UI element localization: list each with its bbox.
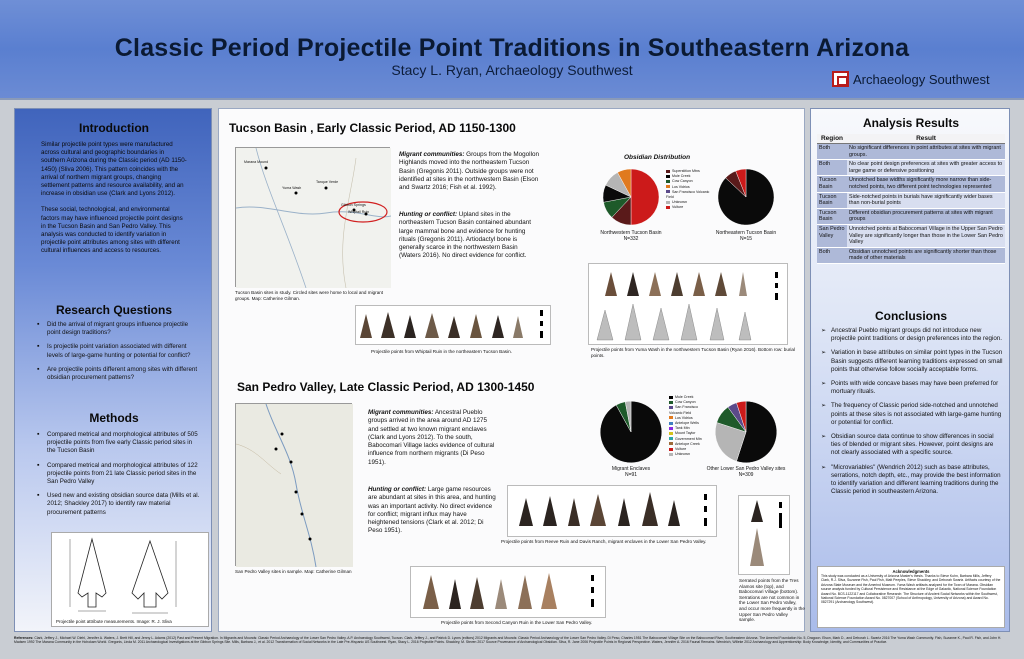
legend-item: Tank Mtn [669,426,709,431]
measurement-diagram [51,532,209,627]
sanpedro-migrant-text [368,409,496,467]
tucson-migrant-body: Groups from the Mogollon Highlands moved into the northeastern Tucson Basin (Gregonis 2011). Outside groups were not identified at sites in the northwestern Basin (Elson and Swartz 2016; Fish et al. 1992). [399,151,539,192]
analysis-results-title: Analysis Results [862,116,960,130]
introduction-text [41,141,189,256]
migrant-enclaves-pie-chart [598,399,664,465]
legend-item: Unknown [669,452,709,457]
point-measurement-drawing [52,533,208,617]
region-column-header: Region [817,134,847,144]
yuma-wash-caption: Projectile points from Yuma Wash in the northwestern Tucson Basin (Ryan 2016). Bottom row: burial points. [591,347,796,358]
projectile-points-row [508,486,718,538]
results-table-header [817,134,1005,144]
logo-text: Archaeology Southwest [853,71,990,87]
whiptail-caption: Projectile points from Whiptail Ruin in the northeastern Tucson Basin. [371,349,512,354]
table-row: Tucson Basin Different obsidian procurement patterns at sites with migrant groups [817,208,1005,224]
conclusion-item: ➢ Points with wide concave bases may have been preferred for mortuary rituals. [821,380,1003,396]
conclusion-item: ➢ Ancestral Pueblo migrant groups did not introduce new projectile point traditions or design preferences into the region. [821,327,1003,343]
conclusion-item: ➢ "Microvariables" (Wendrich 2012) such as base attributes, serrations, notch depth, etc., may provide the best information to identify variation and different learning traditions during the Classic period in southeastern Arizona. [821,464,1003,497]
conclusions-list [821,327,1003,502]
middle-column [218,108,805,632]
tucson-migrant-heading: Migrant communities: [399,151,465,158]
legend-item: Antelope Wells [669,421,709,426]
tucson-migrant-text [399,151,539,192]
map-label-whiptail: Whiptail Ruin [348,210,370,214]
legend-item: Mount Taylor [669,431,709,436]
acknowledgments-box [817,566,1005,628]
tucson-hunting-body: Upland sites in the northeastern Tucson Basin contained abundant large mammal bone and evidence for hunting rituals (Gregonis 2011). Artiodactyl bone is generally scarce in the northwestern Basin (Waters 2016). No direct evidence for conflict. [399,211,531,260]
map-label-gibbon-springs: Gibbon Springs [341,203,366,207]
measurement-caption: Projectile point attribute measurements. Image: R. J. Sliva [56,619,172,624]
sanpedro-hunting-heading: Hunting or conflict: [368,486,427,493]
map-label-yuma-wash: Yuma Wash [282,186,302,190]
map-label-tanque-verde: Tanque Verde [316,180,339,184]
sanpedro-pie-legend [669,395,709,457]
table-row: Both Obsidian unnotched points are significantly shorter than those made of other materials [817,247,1005,263]
san-pedro-map [235,403,352,566]
legend-item: Superstition Mtns [666,169,710,174]
sanpedro-hunting-body: Large game resources are abundant at sites in this area, and hunting was an important activity. No direct evidence for conflict; migrant influx may have heightened tensions (Clark et al. 2012; Di Peso 1951). [368,486,496,535]
tucson-ne-pie-label: Northeastern Tucson Basin N=15 [715,230,777,242]
table-row: Both No clear point design preferences at sites with greater access to large game or defensive positioning [817,160,1005,176]
legend-item: Cow Canyon [666,179,710,184]
references-text: Clark, Jeffery J., Michael W. Diehl, Jennifer A. Waters, J. Brett Hill, and Jenny L. Adams (2012) Past and Present Migration. In Migrants and Mounds: Classic Period Archaeology of the Lower San Pedro Valley. A.P. Archaeology Southwest, Tucson. Clark, Jeffery J., and Patrick D. Lyons (editors) 2012 Migrants and Mounds: Classic Period Archaeology of the Lower San Pedro Valley. Di Peso, Charles 1951 The Babocomari Village Site on the Babocomari River, Southeastern Arizona. The Amerind Foundation No. 5, Dragoon. Elson, Mark D., and Deborah L. Swartz 2016 The Yuma Wash Community. Fish, Suzanne K., Paul R. Fish, and John H. Madsen 1992 The Marana Community in the Hohokam World. Gregonis, Linda M. 2011 Archaeological Investigations at the Gibbon Springs Site. Mills, Barbara J., et al. 2012 Transformation of Social Networks in the Late Pre-Hispanic US Southwest. Ryan, Stacy L. 2016 Projectile Points. Shackley, M. Steven 2017 Source Provenance of Archaeological Obsidian. Sliva, R. Jane 2006 Projectile Points in Regional Perspective. Waters, Jennifer A. 2016 Faunal Remains. Wendrich, Willeke 2012 Archaeology and Apprenticeship: Body Knowledge, Identity, and Communities of Practice. [14,636,1002,645]
legend-item: Cow Canyon [669,400,709,405]
legend-item: Vulture [669,447,709,452]
reeve-davis-points-photo [507,485,717,537]
right-column [810,108,1010,632]
left-column [14,108,212,632]
references [14,636,1010,656]
introduction-paragraph-1: Similar projectile point types were manufactured across cultural and geographic boundaries in southern Arizona during the Classic period (AD 1150-1450) (Sliva 2006). This pattern coincides with the arrival of northern migrant groups, changing settlement patterns and resource availability, and an increase in obsidian use (Clark and Lyons 2012). [41,141,187,198]
tucson-obsidian-title: Obsidian Distribution [624,154,691,161]
acknowledgments-title: Acknowledgments [892,569,930,574]
research-questions-list [37,321,202,388]
conclusions-title: Conclusions [874,309,947,323]
poster-header [0,0,1024,100]
projectile-points-grid [589,264,789,346]
projectile-points-row [356,306,552,346]
sanpedro-migrant-body: Ancestral Pueblo groups arrived in the area around AD 1275 and settled at two known migrant enclaves (Clark and Lyons 2012). To the south, Babocomari Village lacks evidence of cultural influence from northern migrants (Di Peso 1951). [368,409,495,466]
second-canyon-caption: Projectile points from Second Canyon Ruin in the Lower San Pedro Valley. [441,620,593,625]
legend-item: Unknown [666,200,710,205]
map-label-marana: Marana Mound [244,160,269,164]
acknowledgments-text: This study was conducted as a University of Arizona Master's thesis. Thanks to Steve Kuhn, Barbara Mills, Jeffery Clark, R.J. Sliva, Suzanne Fish, Paul Fish, Matt Peeples, Steve Shackley, and Deborah Swartz. Artifacts courtesy of the Arizona State Museum and the Amerind Museum. Yuma Wash artifacts analyzed for the Town of Marana. Obsidian source analysis funded by Cultural Persistence and Resistance at the Edge of Galactic, National Science Foundation Award No. BCS-1122117 and Collaborative Research: The Structure of Ancient Social Networks within the Southwest, National Science Foundation Award No. 0827007 (School of Anthropology, University of Arizona) and Award No. 0827291 (Archaeology Southwest). [821,574,1001,605]
reeve-davis-caption: Projectile points from Reeve Ruin and Davis Ranch, migrant enclaves in the Lower San Pedro Valley. [501,539,707,544]
legend-item: Mule Creek [669,395,709,400]
methods-list [37,431,202,523]
yuma-wash-points-photo [588,263,788,345]
tucson-section-title: Tucson Basin , Early Classic Period, AD 1150-1300 [229,121,516,135]
introduction-title: Introduction [79,121,149,135]
methods-item: ▪ Used new and existing obsidian source data (Mills et al. 2012; Shackley 2017) to identify raw material procurement patterns [37,492,202,517]
research-question-item: ▪ Are projectile points different among sites with different obsidian procurement patterns? [37,366,202,382]
table-row: Tucson Basin Side-notched points in burials have significantly wider bases than non-burial points [817,192,1005,208]
tucson-hunting-heading: Hunting or conflict: [399,211,458,218]
legend-item: Los Vidrios [669,416,709,421]
table-row: San Pedro Valley Unnotched points at Babocomari Village in the Upper San Pedro Valley are significantly longer than those in the Lower San Pedro Valley [817,224,1005,247]
san-pedro-map-drawing [236,404,353,567]
lower-san-pedro-pie-label: Other Lower San Pedro Valley sites N=309 [706,466,786,478]
whiptail-points-photo [355,305,551,345]
methods-item: ▪ Compared metrical and morphological attributes of 505 projectile points from five early Classic period sites in the Tucson Basin [37,431,202,456]
pie-slice [631,169,659,225]
san-pedro-map-caption: San Pedro Valley sites in sample. Map: Catherine Gilman [235,569,352,574]
conclusion-item: ➢ Variation in base attributes on similar point types in the Tucson Basin suggests different learning traditions expressed on small points that otherwise follow socially acceptable forms. [821,349,1003,374]
second-canyon-points-photo [410,566,606,618]
conclusion-item: ➢ Obsidian source data continue to show differences in social ties of blended or migrant sites. However, point designs are not clearly associated with a specific source. [821,433,1003,458]
tucson-ne-pie-chart [716,167,776,227]
tucson-basin-map [235,147,390,287]
serrated-points-photo [738,495,790,575]
result-column-header: Result [847,134,1005,144]
table-row: Tucson Basin Unnotched base widths significantly more narrow than side-notched points, two different point technologies represented [817,176,1005,192]
poster-author: Stacy L. Ryan, Archaeology Southwest [391,62,633,78]
legend-item: Los Vidrios [666,185,710,190]
methods-item: ▪ Compared metrical and morphological attributes of 122 projectile points from 21 late Classic period sites in the San Pedro Valley [37,462,202,487]
tucson-nw-pie-label: Northwestern Tucson Basin N=332 [600,230,662,242]
legend-item: Vulture [666,205,710,210]
conclusion-item: ➢ The frequency of Classic period side-notched and unnotched points at these sites is not associated with large-game hunting or potential for conflict. [821,402,1003,427]
results-table [817,134,1005,264]
tucson-map-drawing [236,148,391,288]
methods-title: Methods [89,411,139,425]
legend-item: San Francisco Volcanic Field [666,189,710,200]
serrated-points [739,496,791,576]
introduction-paragraph-2: These social, technological, and environmental factors may have influenced projectile point designs in the Tucson Basin and San Pedro Valley. This analysis was conducted to identify variation in projectile point attributes among sites with different cultural influences and access to resources. [41,206,183,255]
references-label: References: [14,636,34,640]
legend-item: San Francisco Volcanic Field [669,405,698,415]
research-question-item: ▪ Did the arrival of migrant groups influence projectile point design traditions? [37,321,202,337]
migrant-enclaves-pie-label: Migrant Enclaves N=91 [611,466,651,478]
projectile-points-row [411,567,607,619]
research-questions-title: Research Questions [55,303,173,317]
tucson-nw-pie-chart [601,167,661,227]
table-row: Both No significant differences in point attributes at sites with migrant groups. [817,144,1005,160]
poster-title: Classic Period Projectile Point Traditions in Southeastern Arizona [114,34,910,62]
serrated-caption: Serrated points from the Tres Alamos site (top), and Babocomari Village (bottom). Serrations are not common in the Lower San Pedro Valley, and occur more frequently in the Upper San Pedro Valley sample. [739,578,805,623]
tucson-pie-legend [666,169,710,211]
tucson-map-caption: Tucson Basin sites in study. Circled sites were home to local and migrant groups. Map: Catherine Gilman. [235,290,384,301]
tucson-hunting-text [399,211,539,261]
research-question-item: ▪ Is projectile point variation associated with different levels of large-game hunting or potential for conflict? [37,343,202,359]
legend-item: Mule Creek [666,174,710,179]
archaeology-southwest-logo [832,71,990,87]
sanpedro-hunting-text [368,486,496,536]
logo-icon [832,71,849,87]
sanpedro-section-title: San Pedro Valley, Late Classic Period, AD 1300-1450 [237,380,535,394]
sanpedro-migrant-heading: Migrant communities: [368,409,434,416]
lower-san-pedro-pie-chart [713,399,779,465]
legend-item: Government Mtn [669,437,709,442]
legend-item: Antelope Creek [669,442,709,447]
